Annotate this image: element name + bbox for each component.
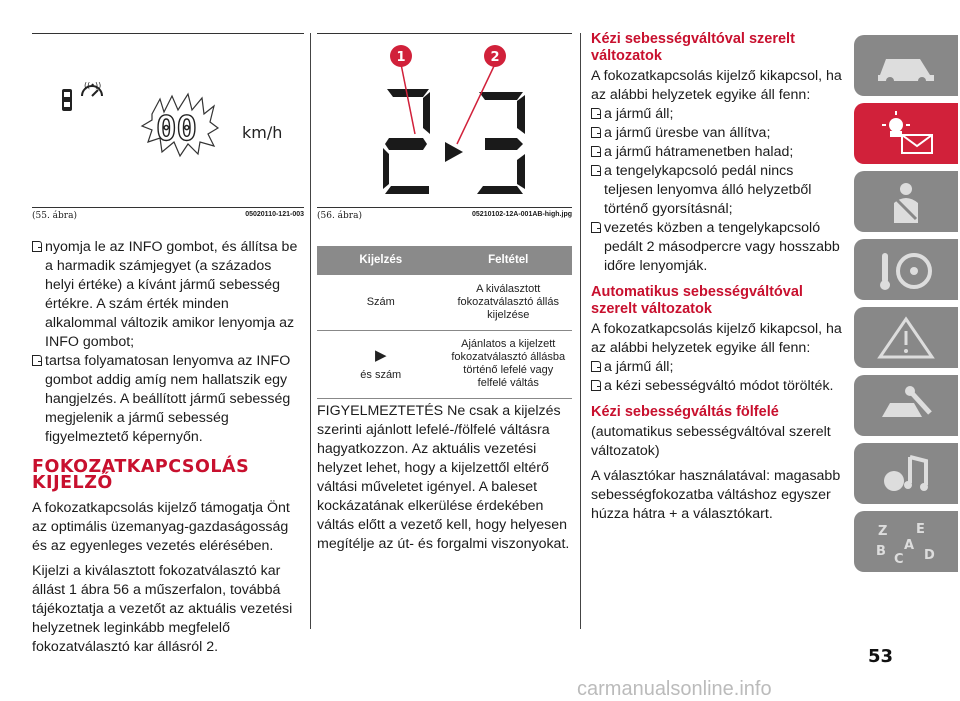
key-steering-icon: [872, 247, 940, 293]
paragraph: A fokozatkapcsolás kijelző kikapcsol, ha az alábbi helyzetek egyike áll fenn:: [591, 68, 842, 103]
checkbox-bullet-icon: [591, 146, 601, 157]
section-heading: Automatikus sebességváltóval szerelt változatok: [591, 284, 803, 317]
svg-text:C: C: [894, 551, 904, 567]
seatbelt-icon: [872, 179, 940, 225]
checkbox-bullet-icon: [591, 380, 601, 391]
list-item: a jármű üresbe van állítva;: [591, 124, 843, 143]
section-heading: Kézi sebességváltás fölfelé: [591, 404, 779, 420]
figure-code: 05020110-121-003: [245, 211, 304, 218]
tab-index[interactable]: [854, 511, 958, 572]
tab-starting-driving[interactable]: [854, 239, 958, 300]
figure-56-caption: [317, 211, 572, 221]
list-item: a jármű hátramenetben halad;: [591, 143, 843, 162]
list-item: a jármű áll;: [591, 358, 843, 377]
figure-55-caption: [32, 211, 304, 221]
figure-label: (55. ábra): [32, 211, 77, 221]
speed-display-illustration: [32, 34, 304, 209]
table-header: Feltétel: [445, 246, 573, 275]
figure-55: [32, 33, 304, 208]
checkbox-bullet-icon: [591, 165, 601, 176]
paragraph: Kijelzi a kiválasztott fokozatválasztó kar állást 1 ábra 56 a műszerfalon, továbbá tájékoztatja a vezetőt az aktuális vezetési helyzetnek leginkább megfelelő fokozatválasztó kar állásról 2.: [32, 563, 293, 655]
checkbox-bullet-icon: [591, 108, 601, 119]
checkbox-bullet-icon: [591, 127, 601, 138]
section-heading: Kézi sebességváltóval szerelt változatok: [591, 31, 795, 64]
checkbox-bullet-icon: [591, 222, 601, 233]
section-heading: FOKOZATKAPCSOLÁS KIJELZŐ: [32, 457, 250, 493]
callout-1: 1: [396, 50, 406, 65]
column-divider: [580, 33, 581, 629]
paragraph: A választókar használatával: magasabb sebességfokozatba váltáshoz egyszer húzza hátra + a választókart.: [591, 468, 841, 522]
figure-label: (56. ábra): [317, 211, 362, 221]
tab-multimedia[interactable]: [854, 443, 958, 504]
wrench-car-icon: [872, 383, 940, 429]
tab-maintenance[interactable]: [854, 375, 958, 436]
paragraph: A fokozatkapcsolás kijelző kikapcsol, ha az alábbi helyzetek egyike áll fenn:: [591, 321, 842, 356]
chapter-tabs: [854, 35, 958, 579]
svg-text:E: E: [916, 521, 925, 537]
list-item: a kézi sebességváltó módot törölték.: [591, 377, 843, 396]
list-item: tartsa folyamatosan lenyomva az INFO gombot addig amíg nem hallatszik egy hangjelzés. A beállított jármű sebesség megjelenik a jármű sebesség figyelmeztető képernyőn.: [32, 352, 304, 447]
svg-text:B: B: [876, 543, 886, 559]
callout-2: 2: [490, 50, 500, 65]
svg-text:((•)): ((•)): [84, 81, 102, 90]
checkbox-bullet-icon: [32, 355, 42, 366]
checkbox-bullet-icon: [32, 241, 42, 252]
tab-dashboard-warnings[interactable]: [854, 103, 958, 164]
index-letters-icon: [872, 519, 940, 565]
svg-text:A: A: [904, 537, 915, 553]
gear-indicator-table: [317, 246, 572, 399]
list-item: a jármű áll;: [591, 105, 843, 124]
gear-shift-display-illustration: [317, 34, 572, 209]
paragraph: (automatikus sebességváltóval szerelt változatok): [591, 424, 831, 459]
column-divider: [310, 33, 311, 629]
figure-56: [317, 33, 572, 208]
play-arrow-icon: ▶: [374, 346, 387, 364]
checkbox-bullet-icon: [591, 361, 601, 372]
watermark: carmanualsonline.info: [577, 678, 772, 700]
multimedia-icon: [872, 451, 940, 497]
list-item: a tengelykapcsoló pedál nincs teljesen lenyomva álló helyzetből történő gyorsításnál;: [591, 162, 843, 219]
tab-emergency[interactable]: [854, 307, 958, 368]
unit-label: km/h: [242, 123, 283, 142]
emergency-icon: [872, 315, 940, 361]
car-icon: [872, 43, 940, 89]
figure-code: 05210102-12A-001AB-high.jpg: [472, 211, 572, 218]
tab-vehicle[interactable]: [854, 35, 958, 96]
col1-text: [32, 238, 304, 663]
table-row: ▶ és szám Ajánlatos a kijelzett fokozatválasztó állásba történő lefelé vagy felfelé váltás: [317, 330, 572, 398]
digit-display: 00: [156, 109, 197, 149]
list-item: nyomja le az INFO gombot, és állítsa be a harmadik számjegyet (a százados helyi értéke) a kívánt jármű sebesség értékre. A szám érték minden alkalommal változik amikor lenyomja az INFO gombot;: [32, 238, 304, 352]
page-number: 53: [868, 646, 894, 667]
tab-safety[interactable]: [854, 171, 958, 232]
svg-text:Z: Z: [878, 523, 888, 539]
list-item: vezetés közben a tengelykapcsoló pedált 2 másodpercre vagy hosszabb időre lenyomják.: [591, 219, 843, 276]
paragraph: A fokozatkapcsolás kijelző támogatja Önt az optimális üzemanyag-gazdaságosság és az egyenleges vezetés elérésében.: [32, 500, 290, 554]
svg-text:D: D: [924, 547, 935, 563]
warning-text: FIGYELMEZTETÉS Ne csak a kijelzés szerinti ajánlott lefelé-/fölfelé váltásra hagyatkozzon. Az aktuális vezetési helyzet lehet, hogy a kijelzettől eltérő váltási műveletet igényel. A baleset kockázatának elkerülése érdekében váltás előtt a vezető kell, hogy helyesen megítélje az út- és forgalmi viszonyokat.: [317, 403, 570, 552]
table-header: Kijelzés: [317, 246, 445, 275]
table-row: Szám A kiválasztott fokozatválasztó állás kijelzése: [317, 275, 572, 330]
col3-text: [591, 31, 843, 530]
warning-light-envelope-icon: [872, 111, 940, 157]
